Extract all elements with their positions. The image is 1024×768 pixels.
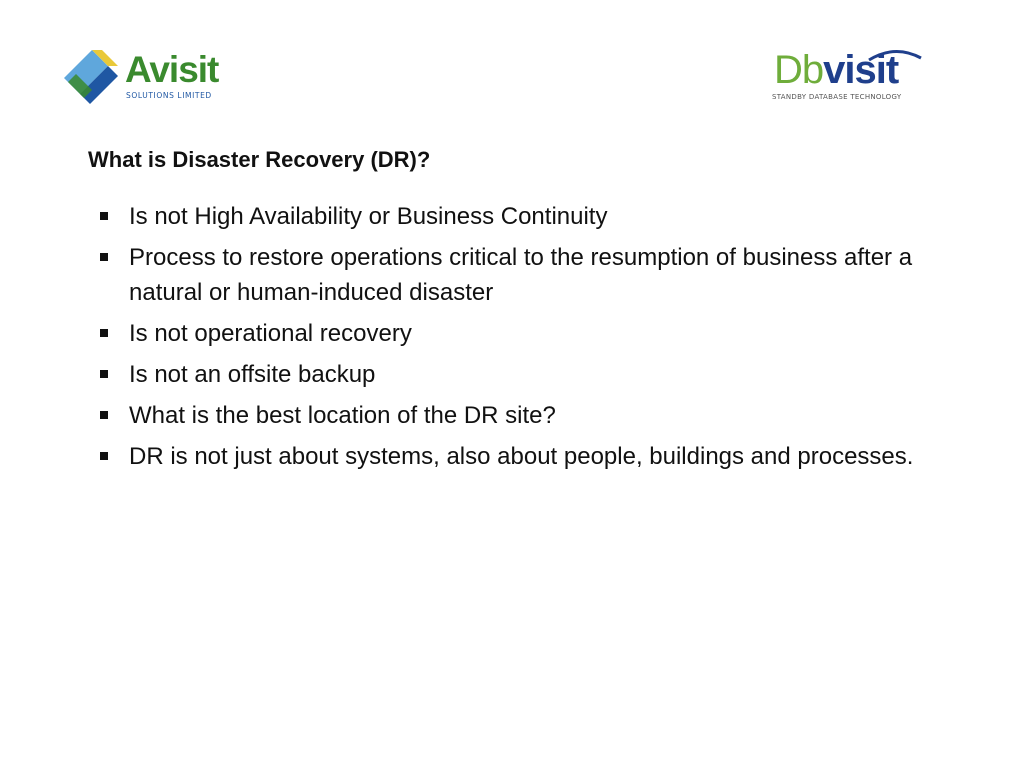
bullet-text: Is not operational recovery — [129, 320, 412, 347]
dbvisit-tagline: STANDBY DATABASE TECHNOLOGY — [772, 93, 902, 101]
slide-title: What is Disaster Recovery (DR)? — [88, 147, 431, 172]
dbvisit-wordmark-db: Db — [774, 48, 824, 92]
avisit-tagline: SOLUTIONS LIMITED — [126, 91, 212, 100]
bullet-item — [98, 240, 938, 310]
bullet-square-icon — [100, 212, 108, 220]
bullet-square-icon — [100, 452, 108, 460]
bullet-square-icon — [100, 411, 108, 419]
bullet-list — [98, 199, 938, 480]
bullet-item — [98, 199, 938, 234]
dbvisit-wordmark-visit: visit — [823, 48, 899, 92]
bullet-text: Is not High Availability or Business Continuity — [129, 203, 608, 230]
bullet-text: Process to restore operations critical to the resumption of business after a natural or human-induced disaster — [129, 244, 913, 306]
bullet-item — [98, 439, 938, 474]
avisit-logo — [62, 44, 234, 106]
dbvisit-wordmark — [774, 48, 898, 92]
bullet-text: What is the best location of the DR site? — [129, 402, 556, 429]
bullet-square-icon — [100, 329, 108, 337]
bullet-item — [98, 398, 938, 433]
dbvisit-logo — [770, 44, 935, 106]
bullet-text: Is not an offsite backup — [129, 361, 376, 388]
bullet-item — [98, 316, 938, 351]
avisit-wordmark: Avisit — [125, 49, 219, 90]
bullet-item — [98, 357, 938, 392]
bullet-text: DR is not just about systems, also about people, buildings and processes. — [129, 443, 914, 470]
avisit-mark-icon — [62, 48, 126, 106]
bullet-square-icon — [100, 253, 108, 261]
bullet-square-icon — [100, 370, 108, 378]
